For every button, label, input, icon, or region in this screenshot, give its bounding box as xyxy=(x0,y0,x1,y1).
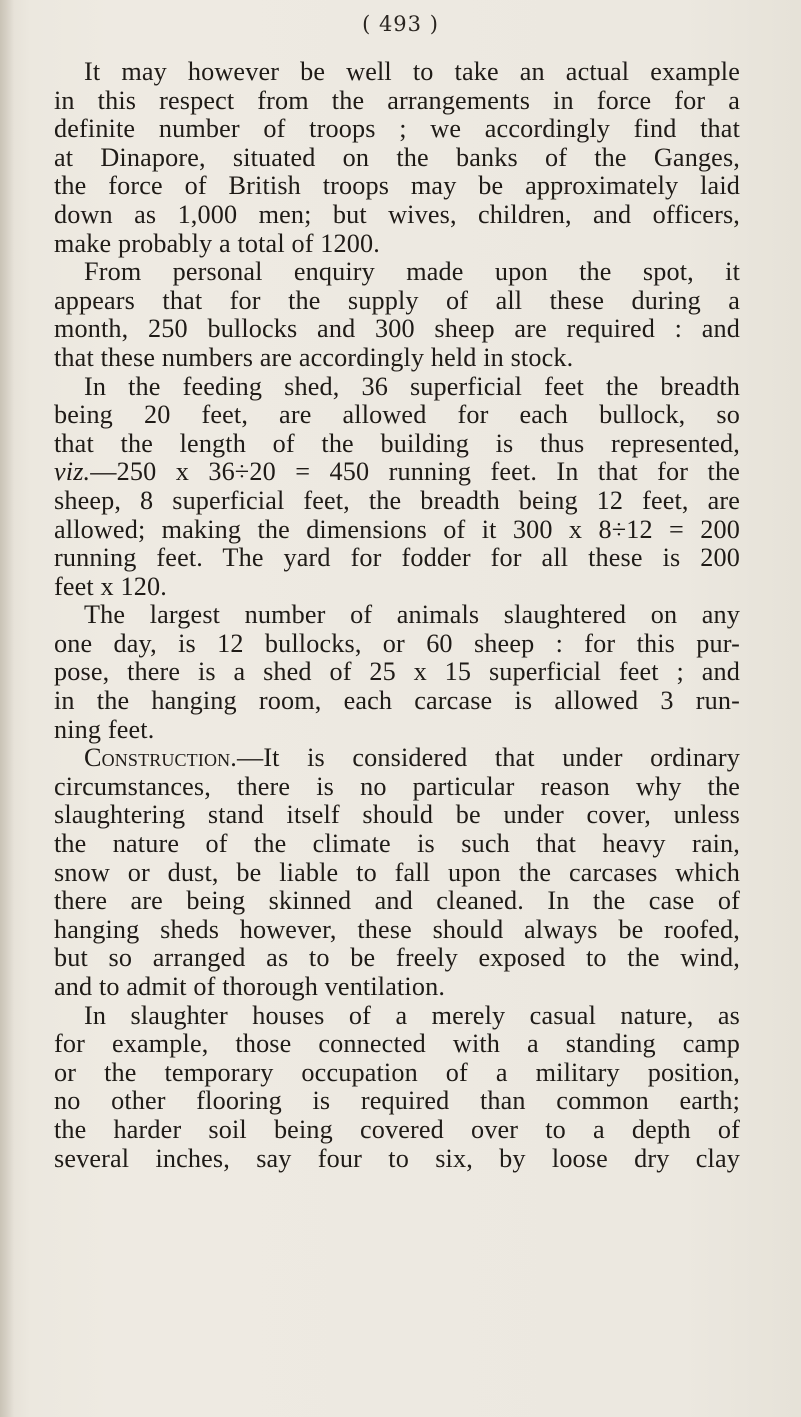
line-text: that the length of the building is thus represented, xyxy=(54,428,740,458)
line-text: .—It is considered that under ordinary xyxy=(230,743,740,773)
text-line xyxy=(54,516,740,545)
line-text: sheep, 8 superficial feet, the breadth being 12 feet, are xyxy=(54,485,740,515)
text-line xyxy=(54,87,740,116)
line-text: appears that for the supply of all these during a xyxy=(54,285,740,315)
line-text: feet x 120. xyxy=(54,571,167,601)
line-text: slaughtering stand itself should be under cover, unless xyxy=(54,800,740,830)
text-line xyxy=(54,58,740,87)
line-text: and to admit of thorough ventilation. xyxy=(54,972,446,1001)
line-text: one day, is 12 bullocks, or 60 sheep : for this pur- xyxy=(54,628,740,658)
text-line xyxy=(54,687,740,716)
text-line xyxy=(54,887,740,916)
text-line xyxy=(54,916,740,945)
text-line xyxy=(54,716,740,745)
text-line xyxy=(54,944,740,973)
text-line xyxy=(54,801,740,830)
line-text: at Dinapore, situated on the banks of the Ganges, xyxy=(54,142,740,172)
text-line xyxy=(54,458,740,487)
text-line xyxy=(54,1116,740,1145)
line-text: make probably a total of 1200. xyxy=(54,228,380,258)
text-line xyxy=(54,344,740,373)
text-line xyxy=(54,859,740,888)
line-text: down as 1,000 men; but wives, children, and officers, xyxy=(54,199,740,229)
line-text: ning feet. xyxy=(54,714,155,744)
line-text: running feet. The yard for fodder for all these is 200 xyxy=(54,543,740,573)
text-line xyxy=(54,201,740,230)
line-text: allowed; making the dimensions of it 300 x 8÷12 = 200 xyxy=(54,514,740,544)
line-text: In the feeding shed, 36 superficial feet the breadth xyxy=(84,371,740,401)
line-text: several inches, say four to six, by loose dry clay xyxy=(54,1143,740,1173)
text-line xyxy=(54,744,740,773)
line-text: the harder soil being covered over to a depth of xyxy=(54,1114,740,1144)
text-line xyxy=(54,630,740,659)
line-text: for example, those connected with a standing camp xyxy=(54,1029,740,1059)
line-text: month, 250 bullocks and 300 sheep are required : and xyxy=(54,314,740,344)
line-text: pose, there is a shed of 25 x 15 superficial feet ; and xyxy=(54,657,740,687)
line-text: in this respect from the arrangements in force for a xyxy=(54,85,740,115)
line-text: the force of British troops may be approximately laid xyxy=(54,171,740,201)
line-text: no other flooring is required than common earth; xyxy=(54,1086,740,1116)
text-line xyxy=(54,1030,740,1059)
text-line xyxy=(54,172,740,201)
page-spine-shadow xyxy=(0,0,14,1417)
text-line xyxy=(54,1087,740,1116)
page-number: ( 493 ) xyxy=(362,12,439,36)
line-text: or the temporary occupation of a military position, xyxy=(54,1057,740,1087)
line-text: in the hanging room, each carcase is allowed 3 run- xyxy=(54,686,740,716)
text-line xyxy=(54,973,740,1002)
text-line xyxy=(54,373,740,402)
line-text: definite number of troops ; we accordingly find that xyxy=(54,114,740,144)
text-line xyxy=(54,544,740,573)
line-text: that these numbers are accordingly held in stock. xyxy=(54,342,574,372)
text-line xyxy=(54,1059,740,1088)
section-heading: Construction xyxy=(84,743,231,773)
text-line xyxy=(54,287,740,316)
text-line xyxy=(54,430,740,459)
text-line xyxy=(54,401,740,430)
line-text: The largest number of animals slaughtered on any xyxy=(84,600,740,630)
line-text: It may however be well to take an actual example xyxy=(84,57,740,86)
body-text xyxy=(54,58,740,1173)
line-text: being 20 feet, are allowed for each bullock, so xyxy=(54,400,740,430)
line-text: snow or dust, be liable to fall upon the carcases which xyxy=(54,857,740,887)
text-line xyxy=(54,573,740,602)
line-text: In slaughter houses of a merely casual nature, as xyxy=(84,1000,740,1030)
text-line xyxy=(54,487,740,516)
text-line xyxy=(54,773,740,802)
line-text: From personal enquiry made upon the spot, it xyxy=(84,257,740,287)
text-line xyxy=(54,258,740,287)
line-text: —250 x 36÷20 = 450 running feet. In that for the xyxy=(90,457,740,487)
text-line xyxy=(54,658,740,687)
line-text: the nature of the climate is such that heavy rain, xyxy=(54,829,740,859)
text-line xyxy=(54,601,740,630)
line-text: but so arranged as to be freely exposed to the wind, xyxy=(54,943,740,973)
text-line xyxy=(54,1002,740,1031)
line-text: there are being skinned and cleaned. In the case of xyxy=(54,886,740,916)
text-line xyxy=(54,115,740,144)
text-line xyxy=(54,230,740,259)
italic-prefix: viz. xyxy=(54,457,91,487)
line-text: circumstances, there is no particular reason why the xyxy=(54,771,740,801)
text-line xyxy=(54,830,740,859)
text-line xyxy=(54,1145,740,1174)
text-line xyxy=(54,144,740,173)
text-line xyxy=(54,315,740,344)
line-text: hanging sheds however, these should always be roofed, xyxy=(54,914,740,944)
